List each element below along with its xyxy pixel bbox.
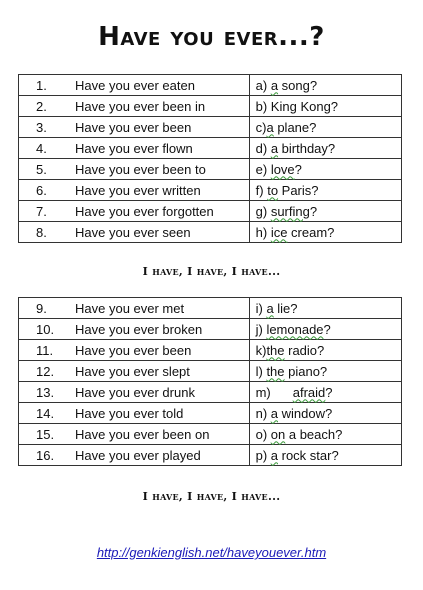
- question-cell: [19, 117, 250, 138]
- answer-cell: [249, 298, 401, 319]
- question-number: 16.: [36, 447, 55, 463]
- answer-rest: ?: [294, 161, 302, 177]
- question-cell: [19, 298, 250, 319]
- answer-letter: d): [255, 140, 271, 156]
- answer-cell: [249, 403, 401, 424]
- answer-rest: rock star?: [278, 447, 339, 463]
- table-row: [19, 382, 402, 403]
- answer-cell: [249, 75, 401, 96]
- answer-underlined-word: the: [266, 363, 285, 379]
- question-number: 2.: [36, 98, 47, 114]
- chorus-line-1: I have, I have, I have...: [142, 265, 281, 278]
- question-table-2: [18, 297, 402, 466]
- question-cell: [19, 138, 250, 159]
- question-number: 9.: [36, 300, 47, 316]
- page-title: Have you ever...?: [98, 22, 325, 52]
- answer-letter: l): [255, 363, 267, 379]
- question-text: Have you ever forgotten: [75, 203, 214, 219]
- question-cell: [19, 403, 250, 424]
- answer-letter: b) King Kong?: [255, 98, 339, 114]
- answer-letter: k): [255, 342, 267, 358]
- answer-letter: c): [255, 119, 267, 135]
- answer-rest: song?: [278, 77, 318, 93]
- question-cell: [19, 445, 250, 466]
- question-number: 10.: [36, 321, 55, 337]
- table-row: [19, 340, 402, 361]
- question-cell: [19, 319, 250, 340]
- question-cell: [19, 222, 250, 243]
- question-cell: [19, 340, 250, 361]
- answer-underlined-word: ice: [270, 224, 288, 240]
- question-text: Have you ever been in: [75, 98, 206, 114]
- question-text: Have you ever seen: [75, 224, 191, 240]
- table-row: [19, 361, 402, 382]
- table-row: [19, 403, 402, 424]
- question-text: Have you ever drunk: [75, 384, 195, 400]
- answer-letter: f): [255, 182, 268, 198]
- answer-cell: [249, 340, 401, 361]
- question-number: 15.: [36, 426, 55, 442]
- answer-cell: [249, 201, 401, 222]
- table-row: [19, 424, 402, 445]
- question-text: Have you ever flown: [75, 140, 193, 156]
- question-cell: [19, 424, 250, 445]
- answer-underlined-word: lemonade: [266, 321, 324, 337]
- question-number: 11.: [36, 342, 54, 358]
- chorus-line-2: I have, I have, I have...: [142, 490, 281, 503]
- answer-letter: a): [255, 77, 271, 93]
- answer-rest: plane?: [273, 119, 317, 135]
- question-text: Have you ever broken: [75, 321, 203, 337]
- answer-letter: h): [255, 224, 271, 240]
- answer-cell: [249, 138, 401, 159]
- source-link[interactable]: http://genkienglish.net/haveyouever.htm: [96, 545, 327, 560]
- answer-rest: birthday?: [278, 140, 336, 156]
- answer-rest: Paris?: [278, 182, 319, 198]
- question-number: 7.: [36, 203, 47, 219]
- answer-rest: ?: [325, 384, 333, 400]
- table-row: [19, 75, 402, 96]
- answer-letter: i): [255, 300, 267, 316]
- answer-underlined-word: surfing: [270, 203, 310, 219]
- question-text: Have you ever been to: [75, 161, 206, 177]
- answer-letter: j): [255, 321, 267, 337]
- answer-underlined-word: a: [266, 300, 274, 316]
- question-number: 6.: [36, 182, 47, 198]
- question-number: 4.: [36, 140, 47, 156]
- question-cell: [19, 201, 250, 222]
- answer-letter: e): [255, 161, 271, 177]
- answer-cell: [249, 96, 401, 117]
- question-number: 12.: [36, 363, 55, 379]
- answer-cell: [249, 222, 401, 243]
- question-cell: [19, 75, 250, 96]
- answer-underlined-word: a: [270, 77, 279, 93]
- answer-underlined-word: a: [266, 119, 274, 135]
- answer-underlined-word: a: [270, 447, 278, 463]
- answer-rest: a beach?: [285, 426, 343, 442]
- question-text: Have you ever been: [75, 342, 192, 358]
- question-number: 13.: [36, 384, 55, 400]
- answer-rest: window?: [278, 405, 333, 421]
- answer-underlined-word: on: [270, 426, 286, 442]
- question-text: Have you ever told: [75, 405, 184, 421]
- answer-rest: ?: [309, 203, 318, 219]
- answer-letter: g): [255, 203, 271, 219]
- question-text: Have you ever been on: [75, 426, 210, 442]
- answer-underlined-word: love: [270, 161, 295, 177]
- question-cell: [19, 361, 250, 382]
- table-row: [19, 96, 402, 117]
- question-number: 3.: [36, 119, 47, 135]
- answer-underlined-word: the: [266, 342, 285, 358]
- answer-letter: o): [255, 426, 271, 442]
- answer-cell: [249, 117, 401, 138]
- table-row: [19, 159, 402, 180]
- question-text: Have you ever met: [75, 300, 185, 316]
- question-number: 8.: [36, 224, 47, 240]
- question-cell: [19, 96, 250, 117]
- table-row: [19, 222, 402, 243]
- answer-cell: [249, 159, 401, 180]
- table-row: [19, 180, 402, 201]
- question-number: 14.: [36, 405, 55, 421]
- answer-cell: [249, 361, 401, 382]
- answer-cell: [249, 180, 401, 201]
- answer-rest: cream?: [287, 224, 335, 240]
- question-number: 5.: [36, 161, 47, 177]
- answer-underlined-word: afraid: [292, 384, 326, 400]
- answer-cell: [249, 445, 401, 466]
- question-cell: [19, 159, 250, 180]
- answer-rest: radio?: [284, 342, 325, 358]
- answer-letter: n): [255, 405, 271, 421]
- question-text: Have you ever written: [75, 182, 201, 198]
- table-row: [19, 298, 402, 319]
- table-row: [19, 201, 402, 222]
- answer-rest: ?: [323, 321, 331, 337]
- question-text: Have you ever been: [75, 119, 192, 135]
- answer-cell: [249, 319, 401, 340]
- question-text: Have you ever eaten: [75, 77, 195, 93]
- answer-letter: p): [255, 447, 271, 463]
- answer-rest: piano?: [284, 363, 328, 379]
- table-row: [19, 117, 402, 138]
- answer-underlined-word: to: [267, 182, 279, 198]
- table-row: [19, 138, 402, 159]
- answer-cell: [249, 382, 401, 403]
- answer-cell: [249, 424, 401, 445]
- question-cell: [19, 382, 250, 403]
- question-number: 1.: [36, 77, 47, 93]
- question-table-1: [18, 74, 402, 243]
- question-text: Have you ever played: [75, 447, 201, 463]
- answer-letter: m): [255, 384, 271, 400]
- table-row: [19, 319, 402, 340]
- question-cell: [19, 180, 250, 201]
- answer-underlined-word: a: [270, 405, 278, 421]
- answer-underlined-word: a: [270, 140, 279, 156]
- table-row: [19, 445, 402, 466]
- answer-rest: lie?: [273, 300, 298, 316]
- question-text: Have you ever slept: [75, 363, 190, 379]
